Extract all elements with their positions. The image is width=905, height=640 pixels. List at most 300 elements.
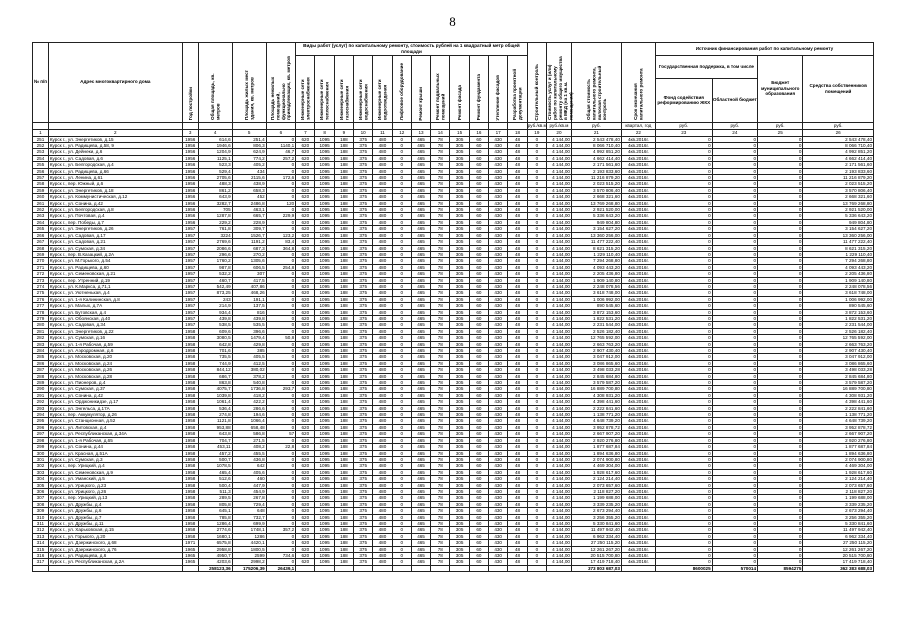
- table-cell: 257: [33, 175, 49, 181]
- col-header-num: № п/п: [33, 43, 49, 123]
- table-cell: 1956: [182, 194, 198, 200]
- table-cell: 0: [527, 264, 546, 270]
- table-cell: 1958: [182, 456, 198, 462]
- table-cell: 620: [296, 322, 315, 328]
- table-cell: 48: [508, 354, 527, 360]
- table-cell: 465: [411, 219, 430, 225]
- table-cell: 78: [431, 271, 450, 277]
- table-cell: 1095: [315, 162, 334, 168]
- table-cell: 465: [411, 200, 430, 206]
- table-cell: 0: [655, 412, 712, 418]
- table-cell: 0: [527, 283, 546, 289]
- address-cell: Курск г., ул. Дружбы, д.4: [48, 501, 182, 507]
- table-cell: 4 144,00: [547, 456, 572, 462]
- table-cell: 188: [334, 322, 353, 328]
- table-cell: 535,5: [232, 322, 266, 328]
- table-cell: 5 336 643,20: [571, 213, 621, 219]
- table-cell: 305: [450, 386, 469, 392]
- table-cell: 3 086 865,60: [803, 360, 874, 366]
- table-cell: 620: [296, 533, 315, 539]
- table-cell: 188: [334, 341, 353, 347]
- table-cell: 0: [266, 283, 296, 289]
- address-cell: Курск г., ул. Дзержинского, д.76: [48, 546, 182, 552]
- table-cell: 48: [508, 168, 527, 174]
- address-cell: Курск г., ул. Дружбы, д.6: [48, 508, 182, 514]
- table-cell: 1958: [182, 367, 198, 373]
- table-cell: 274: [33, 283, 49, 289]
- table-cell: 2 921 520,00: [803, 207, 874, 213]
- table-cell: 412,5: [232, 360, 266, 366]
- table-cell: 1 822 531,20: [803, 315, 874, 321]
- address-cell: Курск г., ул. Дружбы, д.7: [48, 514, 182, 520]
- table-cell: 465: [411, 341, 430, 347]
- table-cell: 1958: [182, 328, 198, 334]
- table-cell: 257,2: [266, 155, 296, 161]
- table-cell: 0: [655, 360, 712, 366]
- table-cell: 480: [373, 360, 392, 366]
- table-cell: 4 144,00: [547, 245, 572, 251]
- table-cell: 480: [373, 354, 392, 360]
- table-cell: 305: [450, 418, 469, 424]
- column-number-cell: 20: [547, 129, 572, 136]
- table-cell: 4кв.2016г.: [621, 264, 655, 270]
- table-cell: 267: [33, 239, 49, 245]
- table-cell: 480: [373, 373, 392, 379]
- table-cell: 252: [33, 143, 49, 149]
- table-cell: 60: [469, 194, 488, 200]
- total-cell: 8594275: [758, 565, 803, 571]
- table-cell: 0: [655, 386, 712, 392]
- table-cell: 0: [266, 251, 296, 257]
- table-cell: 4 144,00: [547, 309, 572, 315]
- col-header-fund: Фонд содействия реформированию ЖКХ: [655, 79, 712, 123]
- table-cell: 4кв.2016г.: [621, 348, 655, 354]
- table-cell: 4075,7: [198, 386, 232, 392]
- table-cell: 60: [469, 143, 488, 149]
- table-cell: 3 498 033,28: [571, 367, 621, 373]
- table-cell: 0: [392, 360, 411, 366]
- table-cell: 13 360 256,00: [803, 232, 874, 238]
- table-cell: 0: [392, 207, 411, 213]
- table-cell: 3 256 355,20: [571, 514, 621, 520]
- table-cell: 4кв.2016г.: [621, 508, 655, 514]
- table-cell: 457,2: [198, 450, 232, 456]
- table-cell: 191,1: [232, 296, 266, 302]
- table-cell: 523,3: [198, 162, 232, 168]
- table-cell: 2 667 907,20: [571, 431, 621, 437]
- table-cell: 0: [266, 194, 296, 200]
- table-cell: 279: [33, 315, 49, 321]
- table-cell: 3080,5: [198, 335, 232, 341]
- table-cell: 78: [431, 194, 450, 200]
- table-cell: 4кв.2016г.: [621, 207, 655, 213]
- table-cell: 60: [469, 303, 488, 309]
- table-cell: 0: [655, 175, 712, 181]
- table-cell: 480: [373, 553, 392, 559]
- table-cell: 4кв.2016г.: [621, 405, 655, 411]
- table-cell: 1957: [182, 271, 198, 277]
- table-cell: 1095: [315, 226, 334, 232]
- table-cell: 480: [373, 251, 392, 257]
- table-cell: 0: [655, 520, 712, 526]
- column-number-cell: 22: [621, 129, 655, 136]
- table-cell: 0: [527, 527, 546, 533]
- table-cell: 0: [392, 456, 411, 462]
- table-cell: 305: [450, 469, 469, 475]
- table-cell: 620: [296, 482, 315, 488]
- table-cell: 430: [489, 437, 508, 443]
- table-cell: 2 668 321,60: [803, 194, 874, 200]
- table-cell: 890 545,60: [571, 303, 621, 309]
- table-cell: 78: [431, 501, 450, 507]
- table-cell: 0: [758, 258, 803, 264]
- column-number-cell: 25: [758, 129, 803, 136]
- table-cell: 0: [758, 476, 803, 482]
- address-cell: Курск г., ул. Красная, д.51А: [48, 450, 182, 456]
- table-cell: 1958: [182, 405, 198, 411]
- table-cell: 307: [232, 271, 266, 277]
- table-cell: 20 515 700,80: [571, 553, 621, 559]
- table-cell: 0: [266, 437, 296, 443]
- table-cell: 430: [489, 354, 508, 360]
- table-cell: 1095: [315, 348, 334, 354]
- table-cell: 48: [508, 149, 527, 155]
- table-cell: 1095: [315, 194, 334, 200]
- table-cell: 480: [373, 155, 392, 161]
- table-cell: 624,9: [232, 149, 266, 155]
- table-cell: 620: [296, 296, 315, 302]
- table-cell: 620: [296, 277, 315, 283]
- table-cell: 375: [354, 412, 373, 418]
- col-header-address: Адрес многоквартирного дома: [48, 43, 182, 123]
- table-cell: 1956: [182, 213, 198, 219]
- address-cell: Курск г., ул. Дзержинского, д.68: [48, 540, 182, 546]
- table-cell: 5 336 643,20: [803, 213, 874, 219]
- table-cell: 123,2: [266, 232, 296, 238]
- table-cell: 0: [758, 283, 803, 289]
- table-cell: 375: [354, 219, 373, 225]
- table-cell: 375: [354, 553, 373, 559]
- table-cell: 0: [527, 143, 546, 149]
- table-cell: 78: [431, 367, 450, 373]
- table-cell: 0: [712, 149, 757, 155]
- table-cell: 3 047 912,00: [803, 354, 874, 360]
- table-cell: 465: [411, 508, 430, 514]
- table-cell: 48: [508, 386, 527, 392]
- table-cell: 48: [508, 309, 527, 315]
- table-cell: 375: [354, 264, 373, 270]
- table-cell: 0: [712, 136, 757, 142]
- table-cell: 2 231 544,00: [803, 322, 874, 328]
- table-cell: 430: [489, 207, 508, 213]
- table-cell: 375: [354, 540, 373, 546]
- table-cell: 60: [469, 437, 488, 443]
- table-cell: 0: [266, 380, 296, 386]
- table-cell: 60: [469, 456, 488, 462]
- table-cell: 48: [508, 424, 527, 430]
- table-cell: 0: [392, 264, 411, 270]
- table-cell: 430: [489, 181, 508, 187]
- table-cell: 1958: [182, 533, 198, 539]
- table-cell: 1095: [315, 514, 334, 520]
- table-cell: 4 648 739,20: [571, 418, 621, 424]
- table-cell: 0: [712, 277, 757, 283]
- table-cell: 188: [334, 309, 353, 315]
- table-cell: 305: [450, 456, 469, 462]
- table-cell: 0: [392, 399, 411, 405]
- table-cell: 1095: [315, 258, 334, 264]
- table-cell: 4 144,00: [547, 482, 572, 488]
- table-cell: 480: [373, 143, 392, 149]
- table-cell: 732,7: [232, 514, 266, 520]
- table-cell: 3 618 748,00: [571, 290, 621, 296]
- table-cell: 465: [411, 283, 430, 289]
- table-cell: 3 579 587,20: [803, 380, 874, 386]
- table-cell: 1956: [182, 181, 198, 187]
- table-cell: 620: [296, 450, 315, 456]
- table-cell: 0: [266, 315, 296, 321]
- table-cell: 1095: [315, 143, 334, 149]
- table-cell: 0: [527, 360, 546, 366]
- table-cell: 78: [431, 469, 450, 475]
- table-cell: 303: [33, 469, 49, 475]
- table-cell: 60: [469, 520, 488, 526]
- table-cell: 0: [712, 271, 757, 277]
- table-cell: 0: [758, 155, 803, 161]
- table-cell: 375: [354, 418, 373, 424]
- table-cell: 1800,5: [232, 546, 266, 552]
- table-cell: 274,8: [198, 412, 232, 418]
- table-cell: 463,1: [232, 207, 266, 213]
- table-cell: 2 543 478,40: [803, 136, 874, 142]
- table-cell: 620: [296, 373, 315, 379]
- table-cell: 4 144,00: [547, 175, 572, 181]
- table-cell: 4 144,00: [547, 290, 572, 296]
- table-cell: 620: [296, 271, 315, 277]
- table-cell: 480: [373, 309, 392, 315]
- table-cell: 0: [527, 226, 546, 232]
- table-cell: 620: [296, 469, 315, 475]
- column-number-cell: 12: [392, 129, 411, 136]
- table-cell: 620: [296, 559, 315, 565]
- table-cell: 305: [450, 508, 469, 514]
- table-header: [33, 43, 874, 137]
- table-cell: 305: [450, 251, 469, 257]
- table-cell: 4 992 851,20: [803, 149, 874, 155]
- table-cell: 1095: [315, 559, 334, 565]
- table-cell: 620: [296, 437, 315, 443]
- table-cell: 13 360 256,00: [571, 232, 621, 238]
- table-cell: 272: [33, 271, 49, 277]
- table-cell: 529,4: [198, 168, 232, 174]
- table-cell: 0: [392, 251, 411, 257]
- table-cell: 465: [411, 450, 430, 456]
- address-cell: Курск г., ул. Урицкого, д.26: [48, 488, 182, 494]
- table-cell: 1958: [182, 450, 198, 456]
- table-cell: 0: [266, 136, 296, 142]
- table-cell: 620: [296, 290, 315, 296]
- table-cell: 430: [489, 482, 508, 488]
- column-number-cell: 4: [198, 129, 232, 136]
- table-cell: 0: [266, 508, 296, 514]
- table-cell: 606,5: [232, 264, 266, 270]
- table-cell: 6575,8: [198, 540, 232, 546]
- table-cell: 78: [431, 213, 450, 219]
- total-cell: [469, 565, 488, 571]
- table-cell: 0: [266, 187, 296, 193]
- table-cell: 0: [758, 226, 803, 232]
- table-cell: 0: [712, 424, 757, 430]
- table-cell: 293,7: [266, 386, 296, 392]
- table-cell: 1095: [315, 290, 334, 296]
- table-cell: 0: [712, 527, 757, 533]
- table-cell: 0: [527, 187, 546, 193]
- table-cell: 300: [33, 450, 49, 456]
- col-header-deadline: Срок окончания капитального ремонта: [621, 43, 655, 123]
- table-cell: 291: [33, 392, 49, 398]
- table-cell: 430: [489, 418, 508, 424]
- table-cell: 0: [266, 296, 296, 302]
- table-cell: 1095: [315, 271, 334, 277]
- table-cell: 0: [392, 392, 411, 398]
- table-cell: 4 144,00: [547, 226, 572, 232]
- table-cell: 4 144,00: [547, 386, 572, 392]
- col-header-stroy-control: Строительный контроль: [527, 43, 546, 123]
- table-cell: 375: [354, 463, 373, 469]
- table-cell: 305: [450, 412, 469, 418]
- table-cell: 188: [334, 271, 353, 277]
- table-cell: 60: [469, 251, 488, 257]
- table-cell: 0: [392, 219, 411, 225]
- table-cell: 620: [296, 399, 315, 405]
- table-cell: 0: [758, 322, 803, 328]
- table-cell: 4 144,00: [547, 207, 572, 213]
- table-cell: 0: [266, 328, 296, 334]
- table-cell: 1095: [315, 335, 334, 341]
- table-cell: 305: [450, 514, 469, 520]
- table-cell: 375: [354, 527, 373, 533]
- table-cell: 430: [489, 450, 508, 456]
- table-cell: 78: [431, 245, 450, 251]
- col-header-works-group: Виды работ (услуг) по капитальному ремонту, стоимость рублей на 1 квадратный метр общей площади: [296, 43, 528, 56]
- table-cell: 0: [527, 444, 546, 450]
- table-cell: 430: [489, 187, 508, 193]
- table-cell: 78: [431, 527, 450, 533]
- table-cell: 0: [527, 181, 546, 187]
- table-cell: 0: [392, 367, 411, 373]
- table-cell: 0: [712, 463, 757, 469]
- table-cell: 48: [508, 181, 527, 187]
- table-cell: 1957: [182, 239, 198, 245]
- table-cell: 480: [373, 399, 392, 405]
- table-cell: 251: [33, 136, 49, 142]
- table-cell: 620: [296, 424, 315, 430]
- table-cell: 430: [489, 226, 508, 232]
- table-cell: 60: [469, 136, 488, 142]
- table-cell: 78: [431, 360, 450, 366]
- table-cell: 4 662 414,40: [571, 155, 621, 161]
- table-cell: 2 124 214,40: [571, 476, 621, 482]
- table-cell: 620: [296, 187, 315, 193]
- table-cell: 0: [655, 392, 712, 398]
- table-cell: 0: [712, 251, 757, 257]
- table-cell: 0: [655, 232, 712, 238]
- column-number-cell: 14: [431, 129, 450, 136]
- table-cell: 1 006 992,00: [803, 296, 874, 302]
- col-header-work-7: Ремонт крыши: [411, 55, 430, 122]
- table-cell: 60: [469, 328, 488, 334]
- table-cell: 48: [508, 187, 527, 193]
- col-header-gov-support: Государственная поддержка, в том числе: [655, 55, 757, 78]
- table-cell: 4кв.2016г.: [621, 437, 655, 443]
- table-cell: 375: [354, 367, 373, 373]
- table-cell: 188: [334, 181, 353, 187]
- table-cell: 0: [758, 207, 803, 213]
- column-number-cell: 11: [373, 129, 392, 136]
- table-cell: 4кв.2016г.: [621, 290, 655, 296]
- table-cell: 0: [758, 251, 803, 257]
- table-cell: 1095: [315, 322, 334, 328]
- table-cell: 620: [296, 213, 315, 219]
- table-cell: 465: [411, 360, 430, 366]
- table-cell: 0: [392, 546, 411, 552]
- table-cell: 48: [508, 412, 527, 418]
- table-cell: 4 144,00: [547, 168, 572, 174]
- table-cell: 0: [392, 277, 411, 283]
- table-cell: 305: [450, 194, 469, 200]
- table-cell: 4 144,00: [547, 514, 572, 520]
- table-cell: 0: [655, 488, 712, 494]
- table-cell: 296: [33, 424, 49, 430]
- address-cell: Курск г., ул. Дейнеки, д.6: [48, 149, 182, 155]
- table-cell: 1095: [315, 219, 334, 225]
- table-cell: 48: [508, 520, 527, 526]
- table-cell: 0: [655, 200, 712, 206]
- table-cell: 620: [296, 508, 315, 514]
- table-cell: 430: [489, 392, 508, 398]
- table-cell: 305: [450, 162, 469, 168]
- table-cell: 0: [712, 232, 757, 238]
- table-cell: 0: [527, 194, 546, 200]
- table-cell: 642: [232, 463, 266, 469]
- table-cell: 4 144,00: [547, 399, 572, 405]
- address-cell: Курск г., ул. Станционная, д.52: [48, 418, 182, 424]
- table-cell: 305: [450, 245, 469, 251]
- table-cell: 0: [655, 245, 712, 251]
- table-cell: 4 144,00: [547, 283, 572, 289]
- table-cell: 0: [392, 213, 411, 219]
- table-cell: 268: [33, 245, 49, 251]
- table-cell: 0: [712, 296, 757, 302]
- table-cell: 0: [266, 373, 296, 379]
- table-cell: 1095: [315, 520, 334, 526]
- table-cell: 396,6: [232, 328, 266, 334]
- table-cell: 60: [469, 277, 488, 283]
- table-cell: 0: [655, 194, 712, 200]
- table-cell: 48: [508, 245, 527, 251]
- table-cell: 734,6: [266, 553, 296, 559]
- table-cell: 1095: [315, 296, 334, 302]
- table-cell: 0: [758, 194, 803, 200]
- table-cell: 0: [527, 213, 546, 219]
- table-cell: 8 066 710,40: [803, 143, 874, 149]
- table-cell: 188: [334, 251, 353, 257]
- table-cell: 188: [334, 245, 353, 251]
- table-cell: 305: [450, 155, 469, 161]
- table-cell: 48: [508, 258, 527, 264]
- table-cell: 3 952 878,72: [803, 424, 874, 430]
- table-cell: 0: [392, 386, 411, 392]
